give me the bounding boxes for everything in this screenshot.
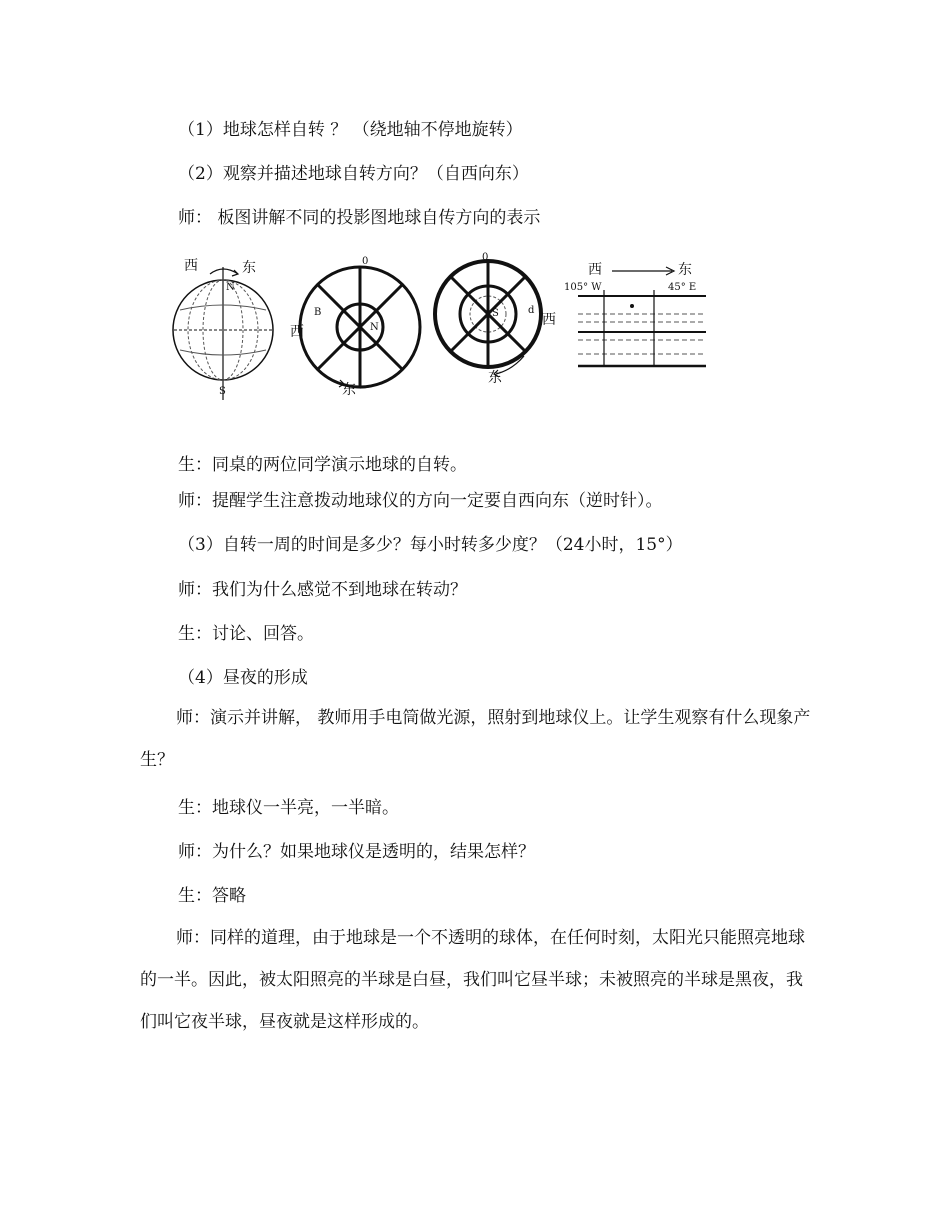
north-polar-view-drawing [288,252,428,412]
fig3-zero-label: 0 [482,252,489,263]
south-polar-view-drawing [430,252,570,412]
teacher-demo-paragraph: 师：演示并讲解， 教师用手电筒做光源，照射到地球仪上。让学生观察有什么现象产生？ [140,708,811,770]
teacher-remind-line: 师：提醒学生注意拨动地球仪的方向一定要自西向东（逆时针）。 [178,491,663,511]
globe-side-view-drawing [170,252,280,402]
fig3-east-label: 东 [488,370,502,386]
question-1: （1）地球怎样自转 ？ （绕地轴不停地旋转） [178,120,523,140]
fig4-left-label: 105° W [564,282,602,293]
fig2-west-label: 西 [290,324,304,340]
question-3: （3）自转一周的时间是多少？每小时转多少度？（24小时，15°） [178,535,683,555]
student-demo-line: 生：同桌的两位同学演示地球的自转。 [178,455,467,475]
globe-side-view-figure [170,252,280,402]
student-discuss-line: 生：讨论、回答。 [178,624,314,644]
south-polar-view-figure [430,252,570,412]
map-projection-figure [564,252,714,382]
teacher-conclusion-paragraph: 师：同样的道理，由于地球是一个不透明的球体，在任何时刻，太阳光只能照亮地球的一半。因此，被太阳照亮的半球是白昼，我们叫它昼半球；未被照亮的半球是黑夜，我们叫它夜半球，昼夜就是这样形成的。 [140,928,805,1032]
fig4-east-label: 东 [678,262,692,278]
fig3-west-label: 西 [542,312,556,328]
fig2-point-label: B [314,307,322,318]
fig3-pole-label: S [492,308,499,319]
teacher-why-line: 师：我们为什么感觉不到地球在转动？ [178,580,467,600]
fig1-east-label: 东 [242,260,256,276]
question-4: （4）昼夜的形成 [178,668,308,688]
teacher-transparent-line: 师：为什么？如果地球仪是透明的，结果怎样？ [178,842,535,862]
student-half-line: 生：地球仪一半亮，一半暗。 [178,798,399,818]
north-polar-view-figure [288,252,428,412]
fig2-pole-label: N [370,322,379,333]
student-answer-line: 生：答略 [178,886,246,906]
fig4-right-label: 45° E [668,282,697,293]
fig1-south-label: S [219,386,226,397]
fig3-point-label: d [528,305,535,316]
fig1-north-label: N [226,282,235,293]
question-2: （2）观察并描述地球自转方向？（自西向东） [178,164,529,184]
fig1-west-label: 西 [184,258,198,274]
teacher-board-line: 师： 板图讲解不同的投影图地球自传方向的表示 [178,208,541,228]
fig2-east-label: 东 [342,382,356,398]
fig4-west-label: 西 [588,262,602,278]
fig2-zero-label: 0 [362,256,369,267]
